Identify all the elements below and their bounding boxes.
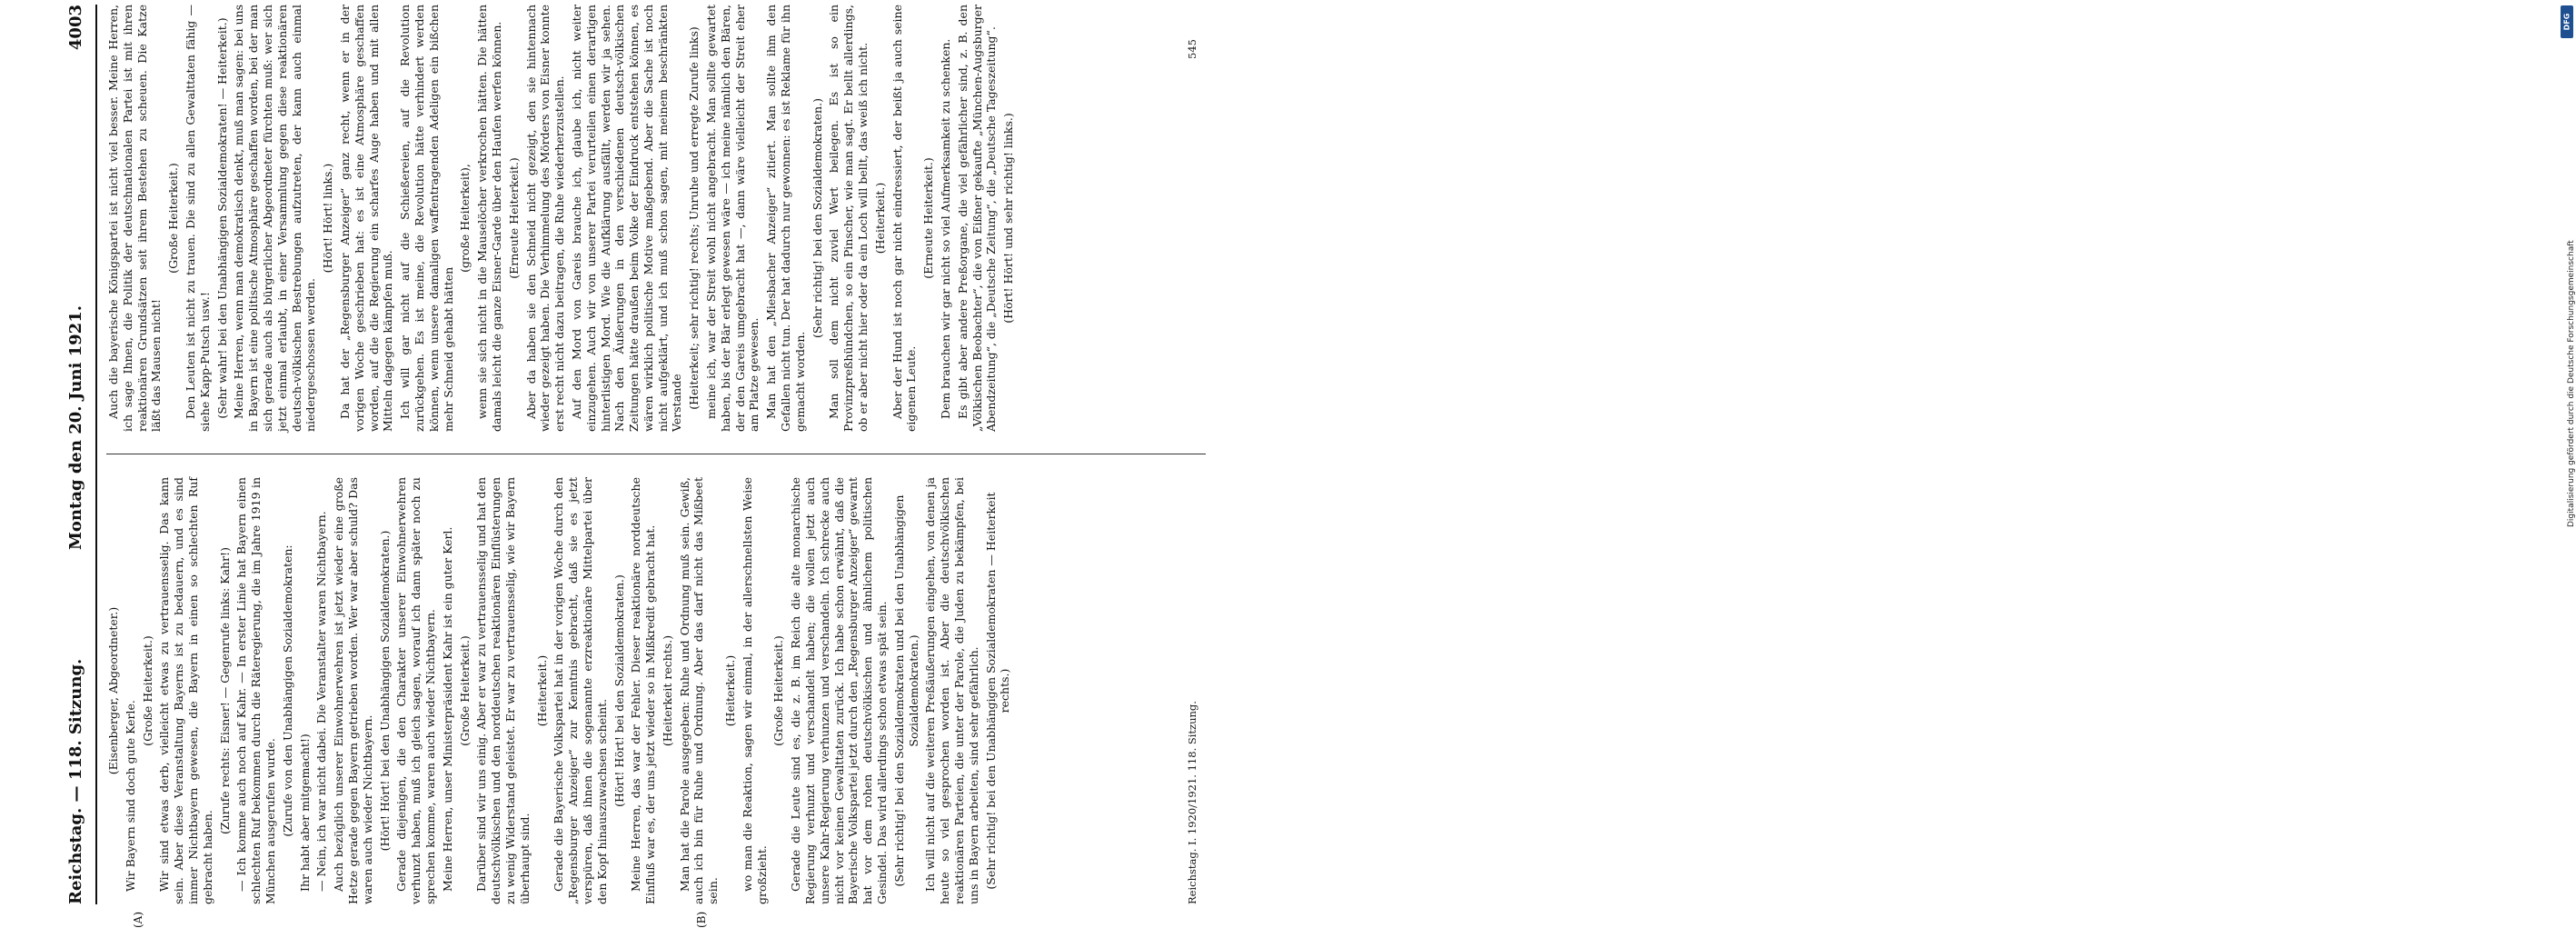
paragraph: Meine Herren, das war der Fehler. Dieser reaktionäre norddeutsche Einfluß war es, der uns jetzt wieder so in Mißkredit gebracht hat. bbox=[629, 477, 658, 904]
paragraph: — Nein, ich war nicht dabei. Die Veranstalter waren Nichtbayern. bbox=[314, 511, 329, 892]
paragraph: (Große Heiterkeit.) bbox=[457, 635, 472, 746]
paragraph: (Zurufe von den Unabhängigen Sozialdemokraten: bbox=[280, 544, 294, 837]
paragraph: Meine Herren, unser Ministerpräsident Kahr ist ein guter Kerl. bbox=[440, 526, 454, 892]
paragraph: Darüber sind wir uns einig. Aber er war zu vertrauensselig und hat den deutschvölkischen und den norddeutschen reaktionären Einflüsterungen zu wenig Widerstand geleistet. Er war zu vertrauensselig, wie wir Bayern überhaupt sind. bbox=[474, 477, 532, 904]
paragraph: (Heiterkeit.) bbox=[872, 182, 887, 254]
paragraph: (Sehr richtig! bei den Sozialdemokraten und bei den Unabhängigen Sozialdemokraten.) bbox=[891, 494, 920, 887]
paragraph: Wir Bayern sind doch gute Kerle. bbox=[123, 700, 137, 892]
paragraph: Man soll dem nicht zuviel Wert beilegen. Es ist so ein Provinzpreßhündchen, so ein Pinscher, wie man sagt. Er bellt allerdings, ob er aber nicht hier oder da ein Loch will bellt, das weiß ich nicht. bbox=[827, 5, 870, 432]
page-header bbox=[59, 5, 97, 904]
paragraph: Gerade die Leute sind es, die z. B. im Reich die alte monarchische Regierung verhunzt und verschandelt haben; die wollen jetzt auch unsere Kahr-Regierung verhunzen und verschandeln. Ich schrecke auch nicht vor keinen Gewalttaten zurück. Ich habe schon erwähnt, daß die Bayerische Volkspartei jetzt durch den „Regensburger Anzeiger“ gewarnt hat vor dem rohen deutschvölkischen und ähnlichem politischen Gesindel. Das wird allerdings schon etwas spät sein. bbox=[789, 477, 890, 904]
paragraph: Dem brauchen wir gar nicht so viel Aufmerksamkeit zu schenken. bbox=[939, 38, 953, 419]
paragraph: Aber der Hund ist noch gar nicht eindressiert, der beißt ja auch seine eigenen Leute. bbox=[890, 5, 919, 432]
paragraph: Ich will gar nicht auf die Schießereien, auf die Revolution zurückgehen. Es ist meine, die Revolution hätte verhindert werden können, wenn unsere damaligen waffentragenden Adeligen ein bißchen mehr Schneid gehabt hätten bbox=[398, 5, 455, 432]
digitization-sidebar bbox=[1278, 0, 2576, 909]
header-column-number: 4003 bbox=[66, 5, 85, 51]
paragraph: Ich will nicht auf die weiteren Preßäußerungen eingehen, von denen ja heute so viel gesprochen worden ist. Aber die deutschvölkischen reaktionären Parteien, die unter der Parole, die Juden zu bekämpfen, bei uns in Bayern arbeiten, sind sehr gefährlich. bbox=[923, 477, 980, 904]
paragraph: (Erneute Heiterkeit.) bbox=[506, 157, 521, 279]
paragraph: (Große Heiterkeit.) bbox=[771, 635, 786, 746]
paragraph: Auch die bayerische Königspartei ist nicht viel besser. Meine Herren, ich sage Ihnen, die Politik der deutschnationalen Partei ist mit ihren reaktionären Grundsätzen seit ihrem Bestehen zu scheuen. Die Katze läßt das Mausen nicht! bbox=[106, 5, 164, 432]
digitization-note: Digitalisierung gefördert durch die Deutsche Forschungsgemeinschaft bbox=[2567, 240, 2576, 527]
margin-marker-b: (B) bbox=[695, 911, 708, 928]
paragraph: (Hört! Hört! bei den Unabhängigen Sozialdemokraten.) bbox=[377, 530, 392, 852]
paragraph: (Sehr richtig! bei den Sozialdemokraten.) bbox=[810, 98, 824, 338]
paragraph: Da hat der „Regensburger Anzeiger“ ganz recht, wenn er in der vorigen Woche geschrieben hat: es ist eine Atmosphäre geschaffen worden, auf die die Regierung ein scharfes Auge haben und mit allen Mitteln dagegen kämpfen muß. bbox=[337, 5, 395, 432]
paragraph: (Hört! Hört! bei den Sozialdemokraten.) bbox=[612, 574, 626, 807]
paragraph: (Eisenberger, Abgeordneter.) bbox=[106, 606, 120, 775]
paragraph: (Heiterkeit rechts.) bbox=[660, 634, 674, 747]
paragraph: Auch bezüglich unserer Einwohnerwehren ist jetzt wieder eine große Hetze gerade gegen Bayern getrieben worden. Wer war aber schuld? Das waren auch wieder Nichtbayern. bbox=[332, 477, 374, 904]
paragraph: (Hört! Hört! links.) bbox=[321, 163, 335, 274]
paragraph: Gerade die Bayerische Volkspartei hat in der vorigen Woche durch den „Regensburger Anzeiger“ zur Kenntnis gebracht, daß sie es jetzt verspüren, daß ihnen die sogenannte erzreaktionäre Mittelpartei über den Kopf hinauszuwachsen scheint. bbox=[552, 477, 609, 904]
left-column bbox=[106, 477, 1215, 904]
right-column bbox=[106, 5, 1215, 432]
paragraph: wo man die Reaktion, sagen wir einmal, in der allerschnellsten Weise großzieht. bbox=[740, 477, 769, 904]
paragraph: (Heiterkeit.) bbox=[723, 654, 738, 727]
paragraph: (Sehr wahr! bei den Unabhängigen Sozialdemokraten! — Heiterkeit.) bbox=[214, 17, 229, 419]
page-number: 545 bbox=[1186, 39, 1198, 59]
paragraph: (Erneute Heiterkeit.) bbox=[921, 157, 936, 279]
dfg-logo: DFG bbox=[2561, 5, 2573, 38]
paragraph: (Heiterkeit.) bbox=[534, 654, 549, 727]
paragraph: Ihr habt aber mitgemacht!) bbox=[297, 733, 312, 892]
paragraph: (Große Heiterkeit.) bbox=[140, 635, 154, 746]
scanned-page bbox=[59, 5, 1231, 928]
paragraph: — Ich komme auch noch auf Kahr. — In erster Linie hat Bayern einen schlechten Ruf bekommen durch die Räteregierung, die im Jahre 1919 in München ausgerufen wurde. bbox=[234, 477, 277, 904]
paragraph: (Hört! Hört! und sehr richtig! links.) bbox=[1001, 113, 1016, 324]
paragraph: Man hat den „Miesbacher Anzeiger“ zitiert. Man sollte ihm den Gefallen nicht tun. Der hat dadurch nur gewonnen: es ist Reklame für ihn gemacht worden. bbox=[764, 5, 807, 432]
paragraph: Auf den Mord von Gareis brauche ich, glaube ich, nicht weiter einzugehen. Auch wir von unserer Partei verurteilen einen derartigen hinterlistigen Mord. Wie die Aufklärung ausfällt, werden wir ja sehen. Nach den Äußerungen in den verschiedenen deutsch-völkischen Zeitungen hätte draußen beim Volke der Eindruck entstehen können, es wären wirklich politische Motive maßgebend. Aber die Sache ist noch nicht aufgeklärt, und ich muß schon sagen, mit meinem beschränkten Verstande bbox=[569, 5, 684, 432]
paragraph: Es gibt aber andere Preßorgane, die viel gefährlicher sind, z. B. den „Völkischen Beobachter“, die von Eißner gekaufte „München-Augsburger Abendzeitung“, die „Deutsche Zeitung“, die „Deutsche Tageszeitung“. bbox=[955, 5, 999, 432]
paragraph: Aber da haben sie den Schneid nicht gezeigt, den sie hintennach wieder gezeigt haben. Die Verhimmelung des Mörders von Eisner konnte erst recht nicht dazu beitragen, die Ruhe wiederherzustellen. bbox=[523, 5, 567, 432]
paragraph: Den Leuten ist nicht zu trauen. Die sind zu allen Gewalttaten fähig — siehe Kapp-Putsch usw.! bbox=[183, 5, 212, 432]
paragraph: meine ich, war der Streit wohl nicht angebracht. Man sollte gewartet haben, bis der Bär erlegt gewesen wäre — ich meine nämlich den Bären, der den Gareis umgebracht hat —, dann wäre vielleicht der Streit eher am Platze gewesen. bbox=[704, 5, 761, 432]
margin-marker-a: (A) bbox=[132, 911, 144, 928]
paragraph: Meine Herren, wenn man demokratisch denkt, muß man sagen: bei uns in Bayern ist eine politische Atmosphäre geschaffen worden, bei der man sich gerade auch als bürgerlicher Abgeordneter fürchten muß: wer sich jetzt einmal erlaubt, in einer Versammlung gegen diese reaktionären deutsch-völkischen Bestrebungen aufzutreten, der kann auch einmal niedergeschossen werden. bbox=[232, 5, 318, 432]
paragraph: (Große Heiterkeit.) bbox=[166, 163, 181, 274]
header-session: Reichstag. — 118. Sitzung. bbox=[66, 658, 85, 904]
paragraph: Wir sind etwas derb, vielleicht etwas zu vertrauensselig. Das kann sein. Aber diese Veranstaltung Bayerns ist zu bedauern, und es sind immer Nichtbayern gewesen, die Bayern in einen so schlechten Ruf gebracht haben. bbox=[157, 477, 214, 904]
paragraph: (Sehr richtig! bei den Unabhängigen Sozialdemokraten — Heiterkeit rechts.) bbox=[983, 492, 1012, 890]
paragraph: (große Heiterkeit), bbox=[458, 164, 472, 273]
page-footer: Reichstag. I. 1920/1921. 118. Sitzung. bbox=[1186, 701, 1198, 904]
paragraph: (Zurufe rechts: Eisner! — Gegenrufe links: Kahr!) bbox=[217, 547, 232, 834]
header-date: Montag den 20. Juni 1921. bbox=[66, 305, 85, 550]
paragraph: (Heiterkeit; sehr richtig! rechts; Unruhe und erregte Zurufe links) bbox=[687, 26, 701, 410]
paragraph: Gerade diejenigen, die den Charakter unserer Einwohnerwehren verhunzt haben, muß ich gleich sagen, worauf ich dann später noch zu sprechen komme, waren auch wieder Nichtbayern. bbox=[394, 477, 437, 904]
paragraph: wenn sie sich nicht in die Mauselöcher verkrochen hätten. Die hätten damals leicht die ganze Eisner-Garde über den Haufen werfen können. bbox=[475, 5, 503, 432]
paragraph: Man hat die Parole ausgegeben: Ruhe und Ordnung muß sein. Gewiß, auch ich bin für Ruhe und Ordnung. Aber das darf nicht das Mißbeet sein. bbox=[677, 477, 721, 904]
